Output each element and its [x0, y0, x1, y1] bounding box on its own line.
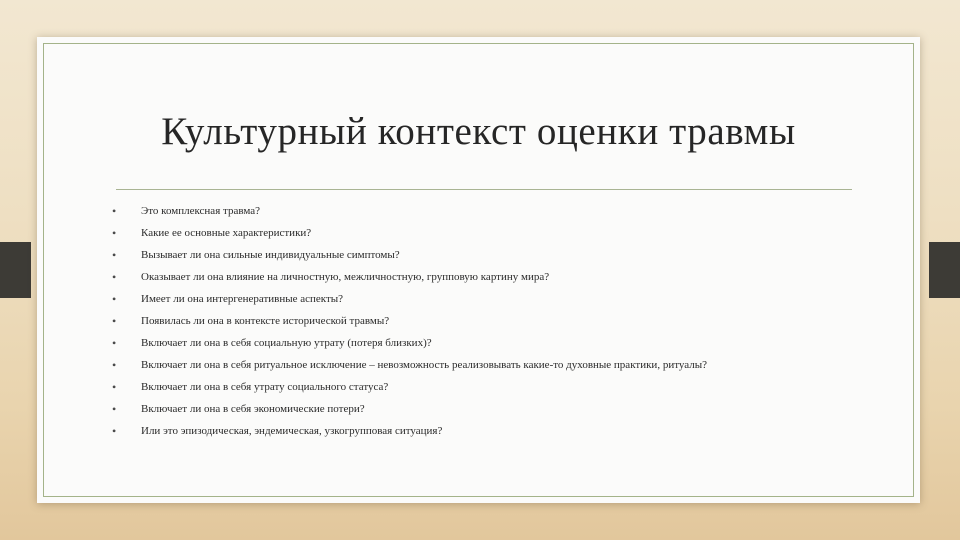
- bullet-text: Включает ли она в себя экономические потери?: [141, 403, 365, 415]
- bullet-text: Вызывает ли она сильные индивидуальные симптомы?: [141, 249, 400, 261]
- bullet-text: Появилась ли она в контексте исторической травмы?: [141, 315, 390, 327]
- bullet-text: Какие ее основные характеристики?: [141, 227, 312, 239]
- bullet-text: Включает ли она в себя ритуальное исключение – невозможность реализовывать какие-то духовные практики, ритуалы?: [141, 359, 707, 371]
- bullet-text: Оказывает ли она влияние на личностную, межличностную, групповую картину мира?: [141, 271, 550, 283]
- bullet-marker: •: [112, 402, 117, 416]
- bullet-marker: •: [112, 336, 117, 350]
- bullet-text: Это комплексная травма?: [141, 205, 260, 217]
- bullet-text: Или это эпизодическая, эндемическая, узкогрупповая ситуация?: [141, 425, 443, 437]
- slide-canvas: [37, 37, 920, 503]
- title-divider: [116, 189, 852, 190]
- right-side-tab: [929, 242, 960, 298]
- bullet-marker: •: [112, 358, 117, 372]
- bullet-marker: •: [112, 270, 117, 284]
- bullet-marker: •: [112, 292, 117, 306]
- slide-title: Культурный контекст оценки травмы: [161, 110, 796, 153]
- bullet-marker: •: [112, 204, 117, 218]
- bullet-marker: •: [112, 226, 117, 240]
- bullet-text: Включает ли она в себя утрату социального статуса?: [141, 381, 389, 393]
- bullet-text: Имеет ли она интергенеративные аспекты?: [141, 293, 344, 305]
- bullet-marker: •: [112, 424, 117, 438]
- bullet-text: Включает ли она в себя социальную утрату (потеря близких)?: [141, 337, 432, 349]
- bullet-marker: •: [112, 314, 117, 328]
- bullet-marker: •: [112, 380, 117, 394]
- left-side-tab: [0, 242, 31, 298]
- bullet-marker: •: [112, 248, 117, 262]
